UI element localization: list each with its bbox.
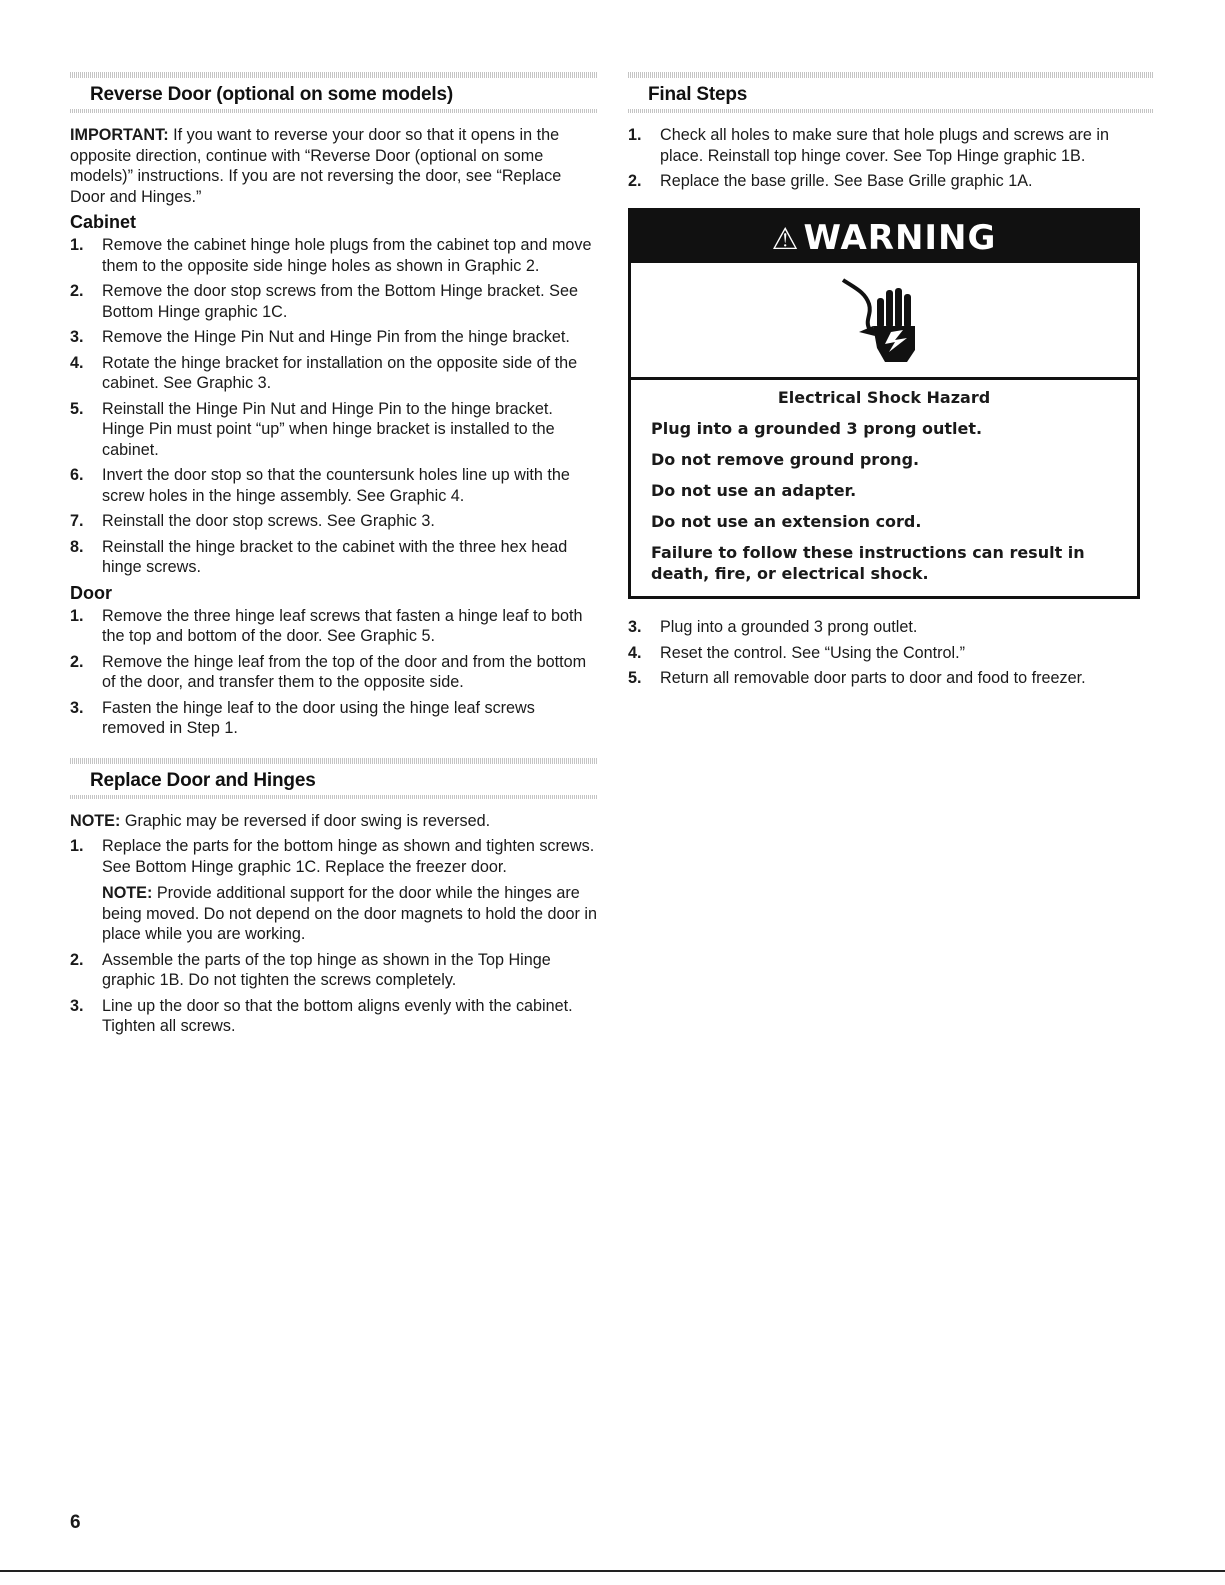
step-text: Plug into a grounded 3 prong outlet. bbox=[660, 618, 918, 636]
important-label: IMPORTANT: bbox=[70, 126, 169, 144]
list-item bbox=[70, 281, 597, 322]
step-text: Reset the control. See “Using the Control.” bbox=[660, 643, 966, 662]
step-number: 1. bbox=[70, 837, 84, 855]
step-number: 2. bbox=[70, 652, 84, 671]
list-item bbox=[628, 171, 1154, 192]
step-number: 1. bbox=[70, 606, 84, 625]
warning-triangle-icon: ⚠ bbox=[771, 221, 800, 257]
dotted-rule bbox=[70, 109, 597, 113]
step-number: 3. bbox=[70, 328, 84, 346]
step-text: Remove the door stop screws from the Bottom Hinge bracket. See Bottom Hinge graphic 1C. bbox=[102, 282, 578, 321]
list-item bbox=[70, 327, 597, 348]
step-number: 4. bbox=[628, 643, 642, 662]
warning-line: Do not use an adapter. bbox=[651, 481, 857, 500]
list-item bbox=[70, 465, 597, 506]
door-steps-list bbox=[70, 606, 597, 739]
step-text: Remove the hinge leaf from the top of the door and from the bottom of the door, and transfer them to the opposite side. bbox=[102, 652, 587, 691]
replace-steps-list bbox=[70, 836, 597, 1037]
right-column bbox=[628, 72, 1154, 694]
page-bottom-rule bbox=[0, 1570, 1225, 1572]
section-title: Final Steps bbox=[648, 84, 748, 105]
list-item bbox=[70, 698, 597, 739]
door-heading: Door bbox=[70, 582, 112, 603]
step-number: 5. bbox=[628, 669, 642, 687]
step-text: Remove the three hinge leaf screws that fasten a hinge leaf to both the top and bottom of the door. See Graphic 5. bbox=[102, 606, 583, 645]
cabinet-heading: Cabinet bbox=[70, 212, 137, 232]
warning-line: Failure to follow these instructions can result in death, fire, or electrical shock. bbox=[651, 543, 1085, 583]
shock-hazard-pictogram bbox=[631, 263, 1137, 380]
list-item bbox=[70, 537, 597, 578]
step-text: Reinstall the Hinge Pin Nut and Hinge Pin to the hinge bracket. Hinge Pin must point “up” when hinge bracket is installed to the cabinet. bbox=[102, 399, 555, 459]
step-text: Check all holes to make sure that hole plugs and screws are in place. Reinstall top hinge cover. See Top Hinge graphic 1B. bbox=[660, 126, 1109, 165]
list-item bbox=[70, 836, 597, 945]
list-item bbox=[70, 235, 597, 276]
list-item bbox=[70, 606, 597, 647]
list-item bbox=[628, 668, 1154, 689]
warning-line: Plug into a grounded 3 prong outlet. bbox=[651, 419, 983, 438]
step-text: Invert the door stop so that the countersunk holes line up with the screw holes in the hinge assembly. See Graphic 4. bbox=[102, 466, 570, 505]
step-text: Line up the door so that the bottom aligns evenly with the cabinet. Tighten all screws. bbox=[102, 996, 573, 1035]
important-text: If you want to reverse your door so that it opens in the opposite direction, continue with “Reverse Door (optional on some models)” instructions. If you are not reversing the door, see “Replace Door and Hinges.” bbox=[70, 126, 562, 206]
note-text: Provide additional support for the door while the hinges are being moved. Do not depend on the door magnets to hold the door in place while you are working. bbox=[102, 884, 597, 943]
note-label: NOTE: bbox=[70, 811, 121, 830]
step-number: 4. bbox=[70, 353, 84, 372]
warning-line: Do not remove ground prong. bbox=[651, 450, 920, 469]
dotted-rule bbox=[628, 109, 1154, 113]
step-text: Rotate the hinge bracket for installation on the opposite side of the cabinet. See Graphic 3. bbox=[102, 353, 578, 392]
step-number: 3. bbox=[70, 996, 84, 1015]
step-number: 2. bbox=[70, 282, 84, 300]
step-number: 1. bbox=[70, 236, 84, 254]
step-text: Reinstall the hinge bracket to the cabinet with the three hex head hinge screws. bbox=[102, 537, 568, 576]
section-title: Reverse Door (optional on some models) bbox=[90, 84, 453, 105]
list-item bbox=[628, 643, 1154, 664]
step-text: Remove the Hinge Pin Nut and Hinge Pin from the hinge bracket. bbox=[102, 328, 570, 346]
list-item bbox=[70, 950, 597, 991]
cabinet-steps-list bbox=[70, 235, 597, 578]
dotted-rule bbox=[70, 795, 597, 799]
step-text: Reinstall the door stop screws. See Graphic 3. bbox=[102, 512, 435, 530]
note-label: NOTE: bbox=[102, 884, 153, 902]
step-number: 2. bbox=[70, 950, 84, 969]
list-item bbox=[628, 125, 1154, 166]
step-number: 3. bbox=[70, 698, 84, 717]
important-paragraph bbox=[70, 125, 597, 207]
step-number: 3. bbox=[628, 618, 642, 636]
step-number: 1. bbox=[628, 126, 642, 144]
step-number: 8. bbox=[70, 537, 84, 556]
step-number: 6. bbox=[70, 466, 84, 484]
step-number: 2. bbox=[628, 172, 642, 190]
warning-line: Do not use an extension cord. bbox=[651, 512, 922, 531]
section-header-reverse-door bbox=[70, 72, 597, 113]
list-item bbox=[70, 511, 597, 532]
list-item bbox=[70, 996, 597, 1037]
electric-shock-hand-icon bbox=[829, 270, 939, 370]
section-header-final-steps bbox=[628, 72, 1154, 113]
warning-header bbox=[631, 211, 1137, 263]
step-number: 5. bbox=[70, 399, 84, 418]
warning-body bbox=[631, 380, 1137, 597]
left-column bbox=[70, 72, 597, 1042]
step-text: Return all removable door parts to door and food to freezer. bbox=[660, 669, 1086, 687]
list-item bbox=[70, 353, 597, 394]
step-text: Remove the cabinet hinge hole plugs from the cabinet top and move them to the opposite side hinge holes as shown in Graphic 2. bbox=[102, 236, 592, 275]
page-number: 6 bbox=[70, 1512, 81, 1533]
hazard-title: Electrical Shock Hazard bbox=[777, 387, 991, 407]
step-number: 7. bbox=[70, 512, 84, 530]
step-text: Assemble the parts of the top hinge as shown in the Top Hinge graphic 1B. Do not tighten the screws completely. bbox=[102, 950, 551, 989]
step-text: Fasten the hinge leaf to the door using the hinge leaf screws removed in Step 1. bbox=[102, 698, 535, 737]
section-header-replace-door bbox=[70, 758, 597, 799]
step-text: Replace the base grille. See Base Grille graphic 1A. bbox=[660, 172, 1033, 190]
note-text: Graphic may be reversed if door swing is reversed. bbox=[120, 811, 491, 830]
list-item bbox=[70, 652, 597, 693]
section-title: Replace Door and Hinges bbox=[90, 769, 316, 791]
step-note bbox=[102, 883, 597, 945]
note-paragraph bbox=[70, 811, 597, 832]
final-steps-list bbox=[628, 125, 1154, 192]
step-text: Replace the parts for the bottom hinge as shown and tighten screws. See Bottom Hinge graphic 1C. Replace the freezer door. bbox=[102, 837, 595, 876]
list-item bbox=[70, 399, 597, 461]
list-item bbox=[628, 617, 1154, 638]
warning-box bbox=[628, 208, 1140, 600]
final-steps-list-continued bbox=[628, 617, 1154, 689]
warning-title: WARNING bbox=[803, 217, 997, 258]
